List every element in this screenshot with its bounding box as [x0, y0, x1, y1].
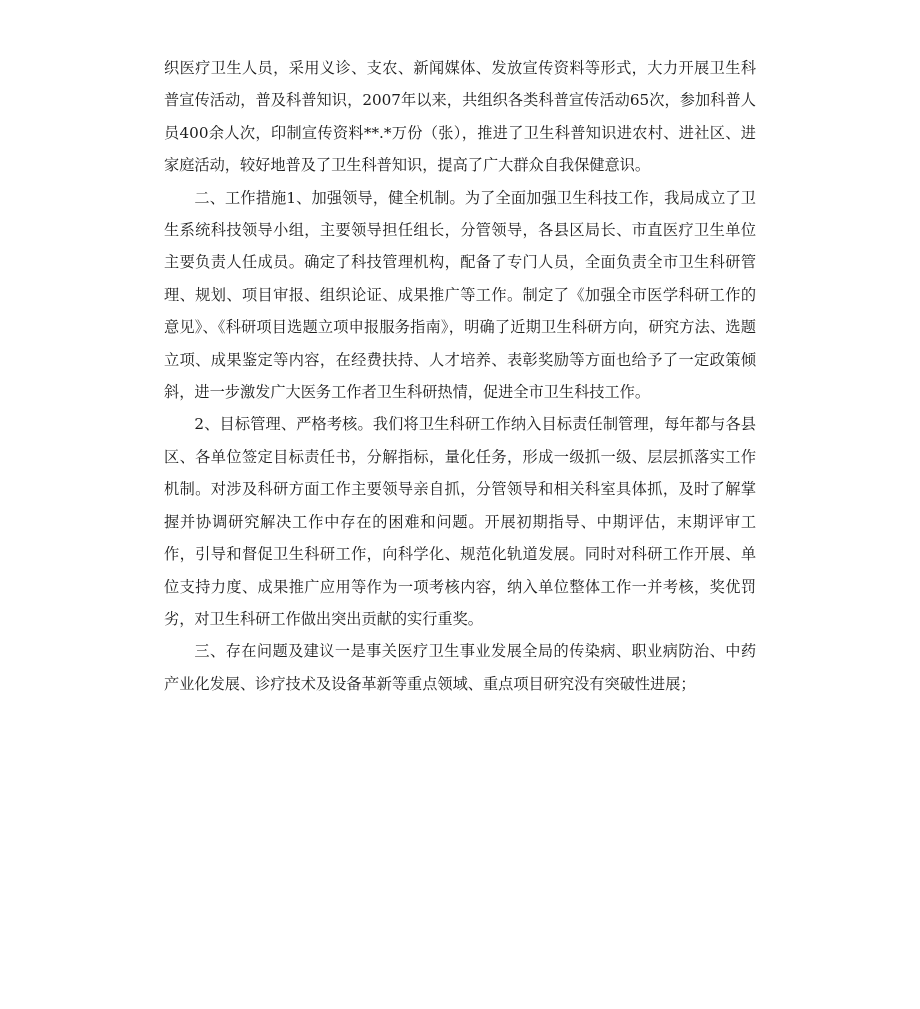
paragraph-3: 2、目标管理、严格考核。我们将卫生科研工作纳入目标责任制管理，每年都与各县区、各单位签定目标责任书，分解指标，量化任务，形成一级抓一级、层层抓落实工作机制。对涉及科研方面工作主要领导亲自抓，分管领导和相关科室具体抓，及时了解掌握并协调研究解决工作中存在的困难和问题。开展初期指导、中期评估，末期评审工作，引导和督促卫生科研工作，向科学化、规范化轨道发展。同时对科研工作开展、单位支持力度、成果推广应用等作为一项考核内容，纳入单位整体工作一并考核，奖优罚劣，对卫生科研工作做出突出贡献的实行重奖。: [164, 415, 756, 628]
paragraph-4: 三、存在问题及建议一是事关医疗卫生事业发展全局的传染病、职业病防治、中药产业化发展、诊疗技术及设备革新等重点领域、重点项目研究没有突破性进展；: [164, 642, 756, 693]
paragraph-2: 二、工作措施1、加强领导，健全机制。为了全面加强卫生科技工作，我局成立了卫生系统科技领导小组，主要领导担任组长，分管领导，各县区局长、市直医疗卫生单位主要负责人任成员。确定了科技管理机构，配备了专门人员，全面负责全市卫生科研管理、规划、项目审报、组织论证、成果推广等工作。制定了《加强全市医学科研工作的意见》、《科研项目选题立项申报服务指南》，明确了近期卫生科研方向，研究方法、选题立项、成果鉴定等内容，在经费扶持、人才培养、表彰奖励等方面也给予了一定政策倾斜，进一步激发广大医务工作者卫生科研热情，促进全市卫生科技工作。: [164, 188, 756, 402]
paragraph-1: 织医疗卫生人员，采用义诊、支农、新闻媒体、发放宣传资料等形式，大力开展卫生科普宣传活动，普及科普知识，2007年以来，共组织各类科普宣传活动65次，参加科普人员400余人次，印制宣传资料**.*万份（张），推进了卫生科普知识进农村、进社区、进家庭活动，较好地普及了卫生科普知识，提高了广大群众自我保健意识。: [164, 59, 756, 175]
document-body: [164, 52, 756, 700]
